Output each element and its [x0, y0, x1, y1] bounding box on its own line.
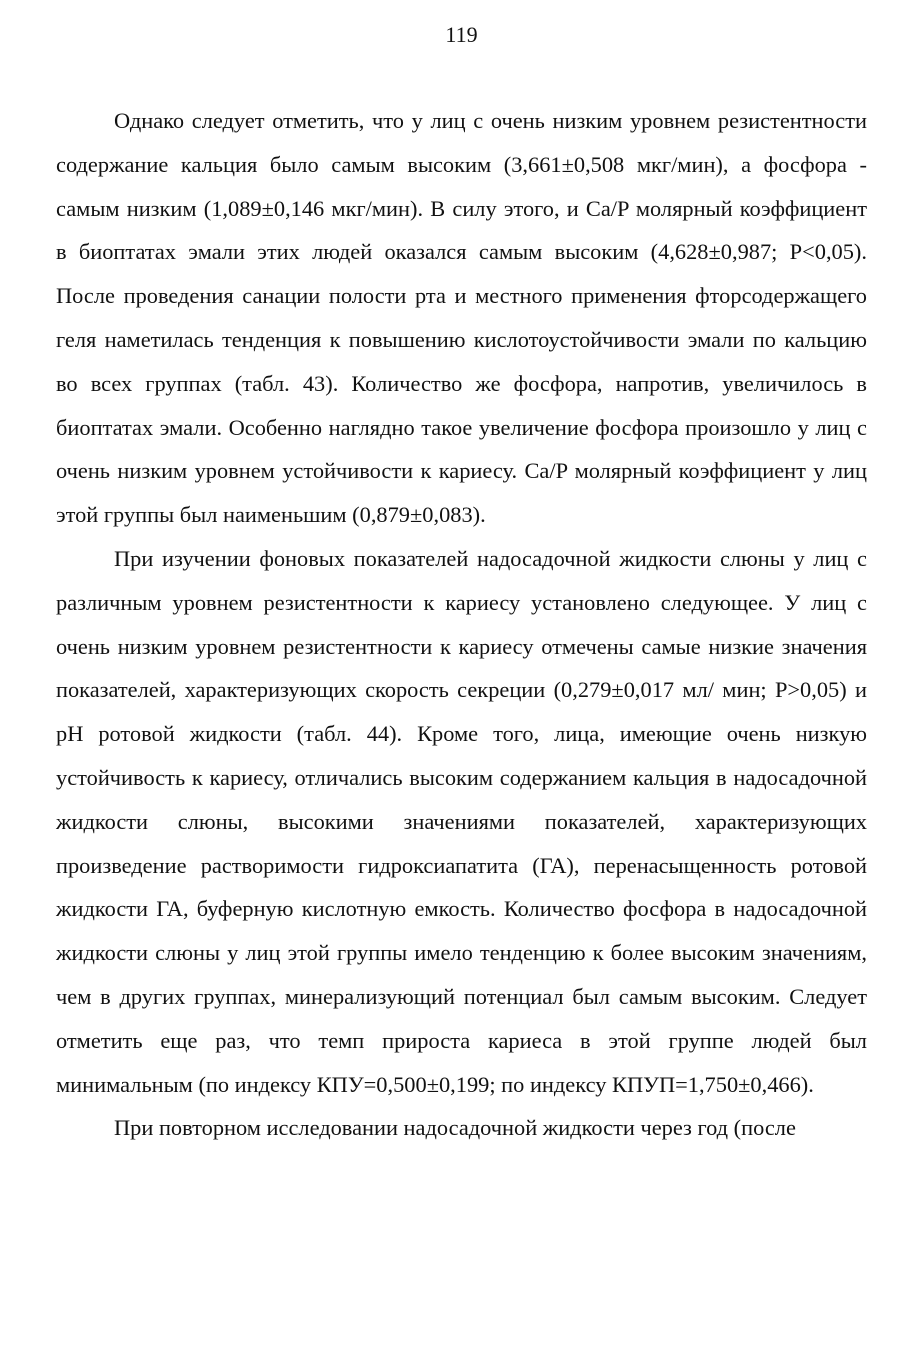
body-text [56, 99, 867, 1150]
paragraph-3: При повторном исследовании надосадочной жидкости через год (после [114, 1115, 796, 1141]
paragraph-1: Однако следует отметить, что у лиц с очень низким уровнем резистентности содержание кальция было самым высоким (3,661±0,508 мкг/мин), а фосфора - самым низким (1,089±0,146 мкг/мин). В силу этого, и Ca/P молярный коэффициент в биоптатах эмали этих людей оказался самым высоким (4,628±0,987; P<0,05). После проведения санации полости рта и местного применения фторсодержащего геля наметилась тенденция к повышению кислотоустойчивости эмали по кальцию во всех группах (табл. 43). Количество же фосфора, напротив, увеличилось в биоптатах эмали. Особенно наглядно такое увеличение фосфора произошло у лиц с очень низким уровнем устойчивости к кариесу. Ca/P молярный коэффициент у лиц этой группы был наименьшим (0,879±0,083). [56, 108, 867, 528]
paragraph-2: При изучении фоновых показателей надосадочной жидкости слюны у лиц с различным уровнем резистентности к кариесу установлено следующее. У лиц с очень низким уровнем резистентности к кариесу отмечены самые низкие значения показателей, характеризующих скорость секреции (0,279±0,017 мл/ мин; P>0,05) и pH ротовой жидкости (табл. 44). Кроме того, лица, имеющие очень низкую устойчивость к кариесу, отличались высоким содержанием кальция в надосадочной жидкости слюны, высокими значениями показателей, характеризующих произведение растворимости гидроксиапатита (ГА), перенасыщенность ротовой жидкости ГА, буферную кислотную емкость. Количество фосфора в надосадочной жидкости слюны у лиц этой группы имело тенденцию к более высоким значениям, чем в других группах, минерализующий потенциал был самым высоким. Следует отметить еще раз, что темп прироста кариеса в этой группе людей был минимальным (по индексу КПУ=0,500±0,199; по индексу КПУП=1,750±0,466). [56, 545, 867, 1097]
page-number: 119 [445, 22, 478, 47]
